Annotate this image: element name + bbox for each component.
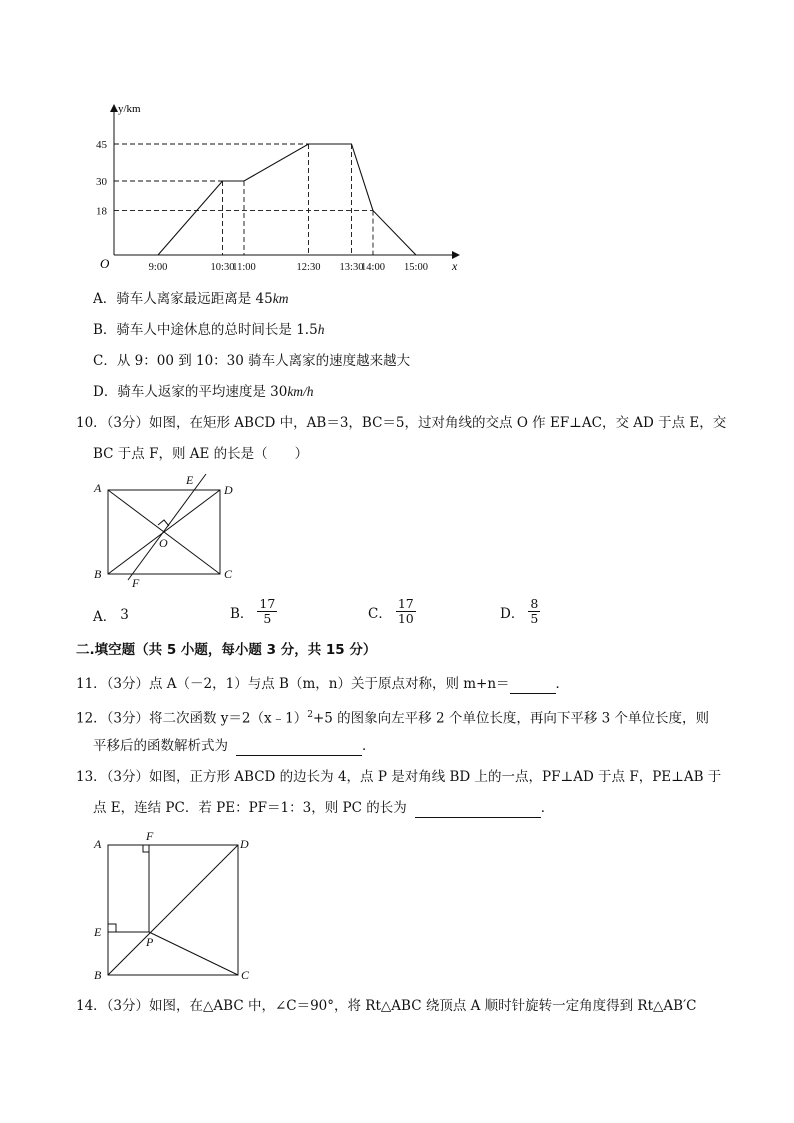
option-label: D． (93, 384, 118, 400)
label-d: D (224, 483, 233, 497)
y-tick-label: 45 (96, 139, 107, 151)
numerator: 8 (530, 596, 539, 611)
q13-end: ． (540, 800, 555, 816)
option-text: 骑车人离家最远距离是 45 (116, 291, 273, 307)
x-tick-label: 14:00 (361, 262, 385, 273)
denominator: 5 (530, 611, 539, 626)
q10-rectangle-figure (88, 470, 248, 590)
q9-option-b (93, 321, 324, 339)
q12-text: 平移后的函数解析式为 (93, 738, 228, 754)
q9-option-a (93, 290, 288, 308)
label-b: B (94, 567, 102, 581)
x-tick-label: 10:30 (210, 262, 235, 273)
fraction (257, 597, 277, 626)
q13-stem-line1: 13．（3分）如图，正方形 ABCD 的边长为 4，点 P 是对角线 BD 上的一点，PF⊥AD 于点 F，PE⊥AB 于 (76, 769, 722, 785)
x-tick-label: 13:30 (339, 262, 364, 273)
option-unit: h (317, 322, 325, 337)
fraction (528, 597, 540, 626)
x-tick-label: 15:00 (404, 262, 428, 273)
q10-stem-line1: 10．（3分）如图，在矩形 ABCD 中，AB＝3，BC＝5，过对角线的交点 O 作 EF⊥AC，交 AD 于点 E，交 (76, 415, 727, 431)
q10-option-b (230, 597, 277, 626)
q10-stem-line2: BC 于点 F，则 AE 的长是（ ） (93, 446, 309, 462)
x-tick-label: 12:30 (296, 262, 321, 273)
q12-end: ． (362, 738, 376, 754)
q9-option-d (93, 383, 314, 401)
section-title: 二.填空题（共 5 小题，每小题 3 分，共 15 分） (76, 642, 377, 658)
option-label: A． (93, 609, 117, 625)
exponent: 2 (307, 710, 313, 720)
q9-option-c (93, 352, 410, 370)
label-d: D (240, 837, 249, 851)
answer-blank[interactable] (415, 799, 541, 818)
q13-square-figure (88, 826, 258, 986)
q12-stem-line2 (93, 737, 376, 756)
x-axis-arrow-icon (452, 251, 460, 259)
label-o: O (159, 536, 168, 550)
q14-stem-line1: 14．（3分）如图，在△ABC 中，∠C＝90°，将 Rt△ABC 绕顶点 A 顺时针旋转一定角度得到 Rt△AB′C (76, 998, 697, 1014)
q12-text: 12．（3分）将二次函数 y＝2（x﹣1） (76, 710, 308, 727)
option-unit: km/h (287, 384, 314, 399)
label-c: C (241, 968, 250, 982)
segment-pc (149, 932, 238, 975)
right-angle-mark-e (108, 924, 116, 932)
q12-text-cont: +5 的图象向左平移 2 个单位长度，再向下平移 3 个单位长度，则 (312, 710, 710, 727)
option-value: 3 (120, 607, 129, 623)
q10-option-a (93, 605, 129, 625)
label-a: A (94, 481, 102, 495)
diagonal-bd (108, 845, 238, 975)
q10-option-d (500, 597, 540, 626)
label-a: A (94, 837, 102, 851)
x-tick-label: 11:00 (232, 262, 256, 273)
denominator: 10 (397, 611, 414, 626)
label-f: F (146, 829, 154, 843)
label-c: C (224, 567, 233, 581)
option-text: 骑车人返家的平均速度是 30 (117, 384, 288, 400)
distance-time-graph (90, 100, 470, 280)
y-tick-label: 18 (96, 205, 107, 218)
label-e: E (186, 473, 194, 487)
right-angle-mark (158, 520, 169, 526)
x-axis-label: x (452, 259, 458, 273)
option-label: B． (230, 605, 254, 622)
y-tick-label: 30 (96, 176, 107, 188)
option-label: B． (93, 322, 117, 338)
y-axis-label: y/km (118, 103, 141, 115)
option-label: C． (93, 353, 117, 369)
answer-blank[interactable] (510, 675, 556, 694)
answer-blank[interactable] (236, 737, 362, 756)
option-label: D． (500, 605, 525, 622)
option-text: 骑车人中途休息的总时间长是 1.5 (116, 322, 318, 338)
origin-label: O (100, 256, 110, 271)
right-angle-mark-f (143, 845, 149, 852)
label-p: P (146, 935, 154, 949)
q10-option-c (368, 597, 416, 626)
q11-text: 11．（3分）点 A（－2，1）与点 B（m，n）关于原点对称，则 m+n＝ (76, 676, 510, 692)
q13-text: 点 E，连结 PC．若 PE：PF＝1：3，则 PC 的长为 (93, 800, 407, 816)
label-b: B (94, 968, 102, 982)
label-e: E (94, 925, 102, 939)
q11-stem (76, 675, 569, 694)
numerator: 17 (397, 596, 414, 611)
option-label: A． (93, 291, 117, 307)
option-text: 从 9：00 到 10：30 骑车人离家的速度越来越大 (116, 353, 411, 369)
denominator: 5 (263, 611, 272, 626)
option-label: C． (368, 605, 392, 622)
numerator: 17 (259, 596, 276, 611)
option-unit: km (272, 291, 289, 306)
x-tick-label: 9:00 (148, 262, 168, 273)
q12-stem-line1 (76, 706, 709, 728)
y-axis-arrow-icon (110, 104, 118, 112)
q13-stem-line2 (93, 799, 554, 818)
q11-end: ． (555, 676, 570, 692)
label-f: F (132, 576, 140, 590)
fraction (396, 597, 416, 626)
distance-series-line (158, 144, 416, 255)
